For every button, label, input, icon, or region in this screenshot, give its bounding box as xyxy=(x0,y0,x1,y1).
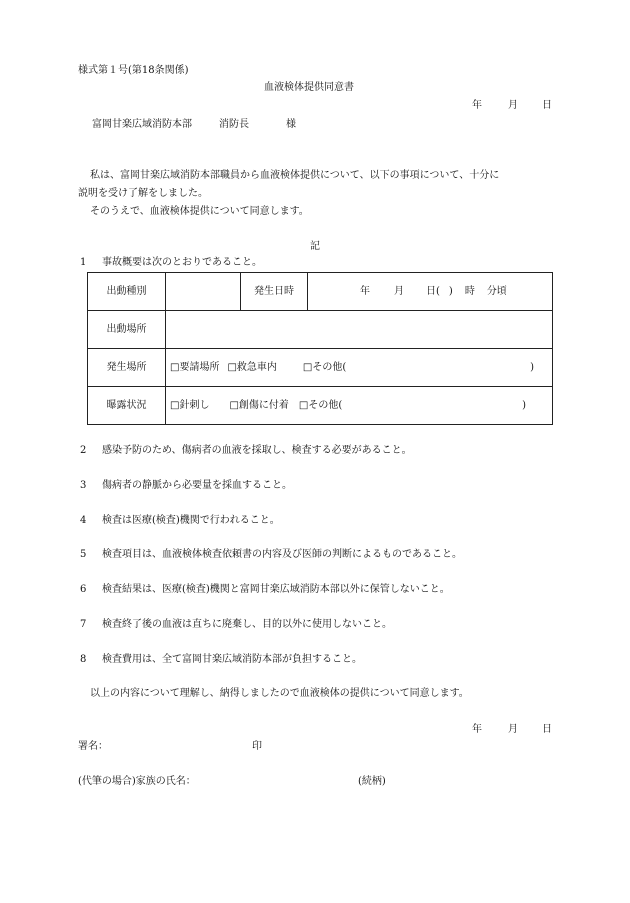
day-label: 日 xyxy=(542,100,552,111)
conclusion-text: 以上の内容について理解し、納得しましたので血液検体の提供について同意します。 xyxy=(90,688,469,699)
table-row xyxy=(88,349,553,387)
item-number: 4 xyxy=(80,515,87,526)
addressee-org: 富岡甘楽広域消防本部 xyxy=(92,119,192,130)
signature-label: 署名： xyxy=(78,741,108,752)
relation-label: (続柄) xyxy=(358,776,386,787)
addressee-chief: 消防長 xyxy=(219,119,249,130)
occur-place-label: 発生場所 xyxy=(88,349,166,387)
exposure-options xyxy=(166,387,553,425)
table-row xyxy=(88,387,553,425)
dispatch-place-field[interactable] xyxy=(166,311,553,349)
dt-month: 月 xyxy=(394,286,404,297)
year-label: 年 xyxy=(472,100,482,111)
item-number: 6 xyxy=(80,584,87,595)
addressee-suffix: 様 xyxy=(286,119,296,130)
dispatch-type-label: 出動種別 xyxy=(88,273,166,311)
occur-place-options xyxy=(166,349,553,387)
dt-close: ) xyxy=(448,286,453,297)
other-exposure-close: ) xyxy=(522,400,526,411)
seal-mark: 印 xyxy=(252,741,262,752)
item-number: 2 xyxy=(80,445,87,456)
year-label: 年 xyxy=(472,724,482,735)
exposure-label: 曝露状況 xyxy=(88,387,166,425)
intro-line-3: そのうえで、血液検体提供について同意します。 xyxy=(90,206,309,217)
checkbox-wound-contact[interactable]: □創傷に付着 xyxy=(229,400,289,411)
checkbox-other-exposure[interactable]: □その他( xyxy=(298,400,343,411)
ki-heading: 記 xyxy=(310,241,320,252)
dt-hour: 時 xyxy=(464,286,475,297)
item-text: 検査費用は、全て富岡甘楽広域消防本部が負担すること。 xyxy=(102,654,362,665)
item-text: 検査項目は、血液検体検査依頼書の内容及び医師の判断によるものであること。 xyxy=(102,549,462,560)
document-title: 血液検体提供同意書 xyxy=(264,82,354,93)
occurred-datetime-field[interactable] xyxy=(308,273,553,311)
item-number: 7 xyxy=(80,619,87,630)
dt-minute: 分頃 xyxy=(486,286,507,297)
day-label: 日 xyxy=(542,724,552,735)
item-text: 検査終了後の血液は直ちに廃棄し、目的以外に使用しないこと。 xyxy=(102,619,392,630)
item-text: 傷病者の静脈から必要量を採血すること。 xyxy=(102,480,292,491)
item-text: 感染予防のため、傷病者の血液を採取し、検査する必要があること。 xyxy=(102,445,412,456)
item-number: 3 xyxy=(80,480,87,491)
item-number: 1 xyxy=(80,257,87,268)
form-number: 様式第１号(第18条関係) xyxy=(78,65,189,76)
proxy-label: (代筆の場合)家族の氏名： xyxy=(78,776,196,787)
dt-day: 日( xyxy=(426,286,440,297)
incident-table xyxy=(87,272,553,425)
checkbox-other-place[interactable]: □その他( xyxy=(302,362,347,373)
other-place-close: ) xyxy=(530,362,534,373)
dt-year: 年 xyxy=(360,286,370,297)
checkbox-in-ambulance[interactable]: □救急車内 xyxy=(227,362,277,373)
dispatch-type-field[interactable] xyxy=(166,273,241,311)
item-text: 検査結果は、医療(検査)機関と富岡甘楽広域消防本部以外に保管しないこと。 xyxy=(102,584,450,595)
checkbox-needlestick[interactable]: □針刺し xyxy=(170,400,210,411)
month-label: 月 xyxy=(508,724,518,735)
occurred-datetime-label: 発生日時 xyxy=(241,273,308,311)
month-label: 月 xyxy=(508,100,518,111)
dispatch-place-label: 出動場所 xyxy=(88,311,166,349)
table-row xyxy=(88,273,553,311)
intro-line-1: 私は、富岡甘楽広域消防本部職員から血液検体提供について、以下の事項について、十分に xyxy=(90,170,500,181)
intro-line-2: 説明を受け了解をしました。 xyxy=(78,188,208,199)
table-row xyxy=(88,311,553,349)
item-text: 検査は医療(検査)機関で行われること。 xyxy=(102,515,280,526)
checkbox-request-place[interactable]: □要請場所 xyxy=(170,362,220,373)
item-number: 5 xyxy=(80,549,87,560)
item-number: 8 xyxy=(80,654,87,665)
item-text: 事故概要は次のとおりであること。 xyxy=(102,257,262,268)
